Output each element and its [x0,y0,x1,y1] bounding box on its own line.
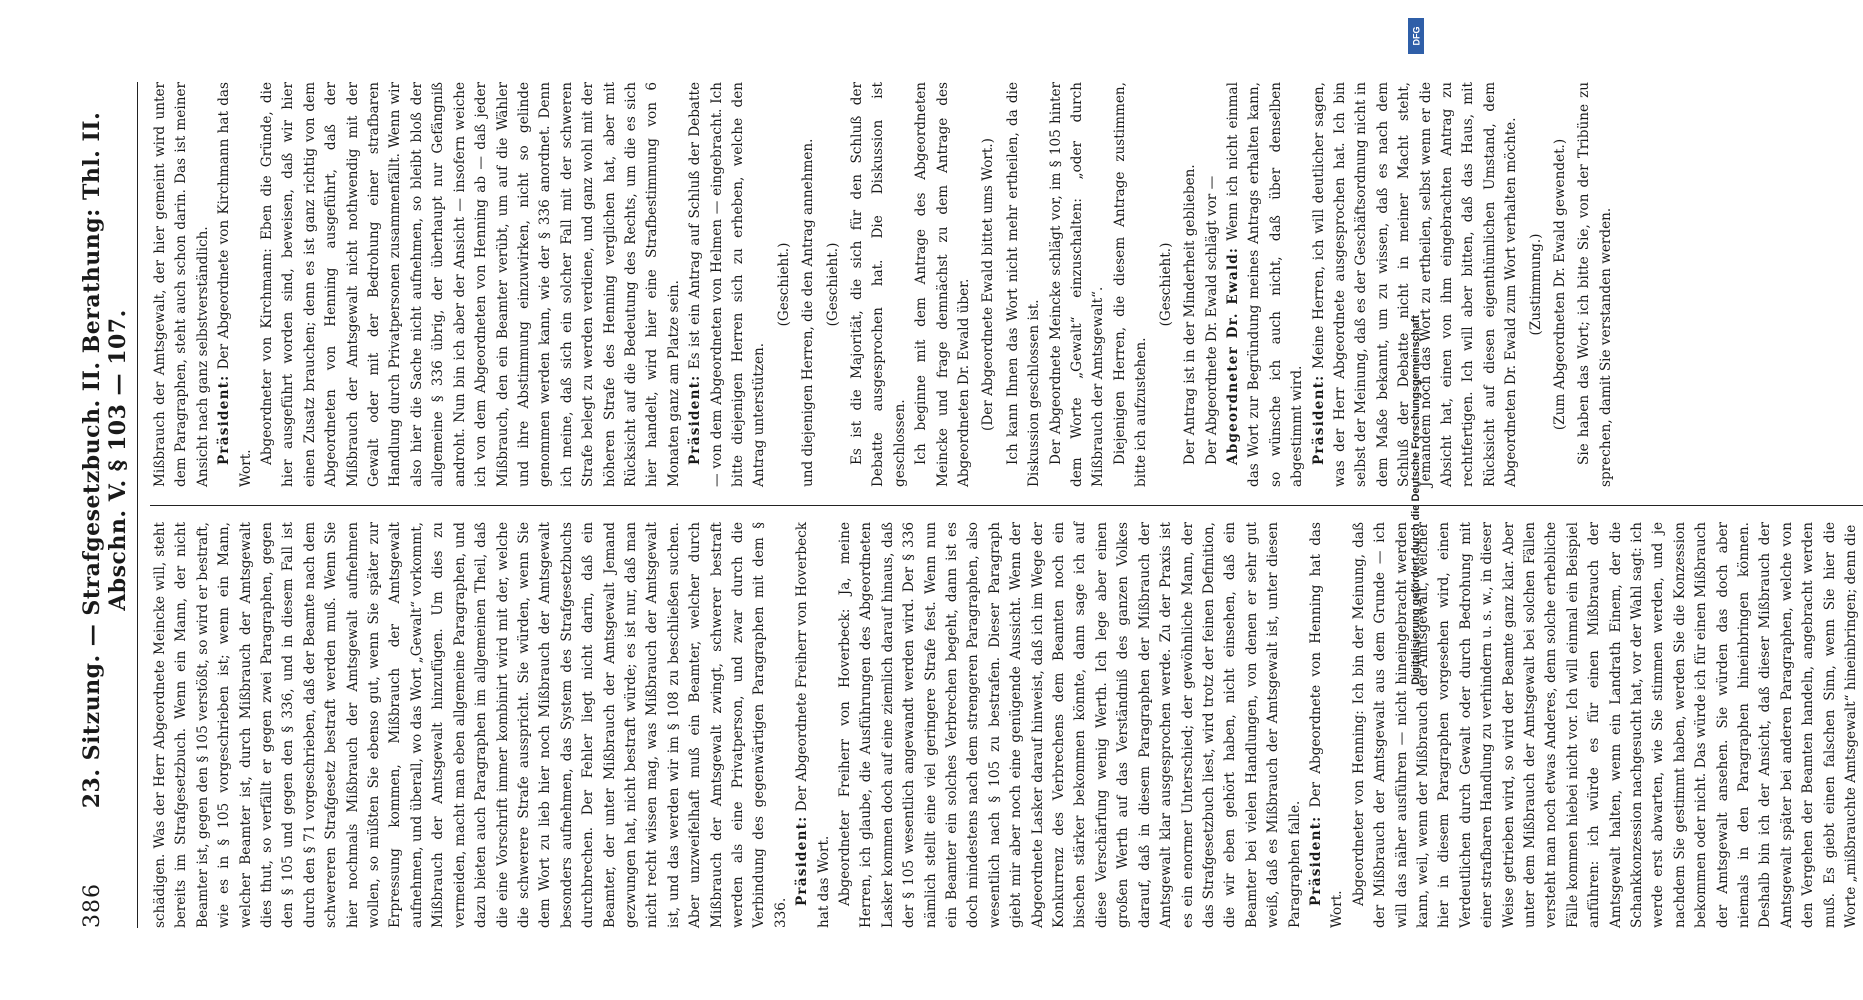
paragraph [798,82,819,487]
left-column [150,505,1863,928]
paragraph [257,82,685,487]
page-title: 23. Sitzung. — Strafgesetzbuch. II. Berathung: Thl. II. Abschn. V. § 103 — 107. [79,111,131,809]
page-header [79,82,138,928]
paragraph [1003,82,1046,487]
digitization-credit: Digitalisierung gefördert durch die Deutsche Forschungsgemeinschaft [1410,315,1422,685]
paragraph [792,522,835,928]
paragraph [835,522,1306,928]
stage-direction-text: (Geschieht.) [824,242,841,327]
stage-direction-text: (Der Abgeordnete Ewald bittet ums Wort.) [980,138,997,431]
paragraph-text: Der Abgeordnete Dr. Ewald schlägt vor — [1203,175,1220,465]
paragraph [1306,522,1349,928]
paragraph-text: und diejenigen Herren, die den Antrag annehmen. [800,138,817,487]
paragraph [1180,82,1201,487]
paragraph [1223,82,1309,487]
speaker-label: Präsident: [687,374,704,465]
speaker-label: Präsident: [216,374,233,465]
paragraph-text: Meine Herren, ich will deutlicher sagen, was der Herr Abgeordnete ausgesprochen hat. Ich bin selbst der Meinung, daß es der Geschäftsordnung nicht in dem Maße bekannt, um zu wissen, daß es nach dem Schluß der Debatte nicht in meiner Macht steht, Jemandem noch das Wort zu ertheilen, selbst wenn er die Absicht hat, einen von ihm eingebrachten Antrag zu rechtfertigen. Ich will aber bitten, daß das Haus, mit Rücksicht auf diesen eigenthümlichen Umstand, dem Abgeordneten Dr. Ewald zum Wort verhalten möchte. [1310,82,1520,487]
paragraph [847,82,911,487]
text-columns [150,82,1863,928]
paragraph [1574,82,1617,487]
stage-direction-text: (Zustimmung.) [1527,233,1544,336]
paragraph [214,82,257,487]
paragraph-text: Sie haben das Wort; ich bitte Sie, von der Tribüne zu sprechen, damit Sie verstanden werden. [1576,82,1614,487]
paragraph-text: Der Abgeordnete Freiherr von Hoverbeck hat das Wort. [794,521,832,928]
paragraph-text: Mißbrauch der Amtsgewalt, der hier gemeint wird unter dem Paragraphen, steht auch schon darin. Das ist meiner Ansicht nach ganz selbstverständlich. [152,82,211,487]
paragraph-text: Ich kann Ihnen das Wort nicht mehr ertheilen, da die Diskussion geschlossen ist. [1004,82,1043,487]
paragraph [911,82,975,487]
paragraph-text: Abgeordneter von Henning: Ich bin der Meinung, daß der Mißbrauch der Amtsgewalt aus dem Grunde — ich will das näher ausführen — nicht hineingebracht werden kann, weil, wenn der Mißbrauch der Amtsgewalt, welcher hier in diesem Paragraphen vorgesehen wird, einen Verdeutlichen durch Gewalt oder durch Bedrohung mit einer strafbaren Handlung zu verhindern u. s. w., in dieser Weise getrieben wird, so wird der Beamte ganz klar. Aber unter dem Mißbrauch der Amtsgewalt bei solchen Fällen versteht man noch etwas Anderes, denn solche erhebliche Fälle kommen hiebei nicht vor. Ich will einmal ein Beispiel anführen: ich würde es für einen Mißbrauch der Amtsgewalt halten, wenn ein Landrath Einem, der die Schankkonzession nachgesucht hat, vor der Wahl sagt: ich werde erst abwarten, wie Sie stimmen werden, und je nachdem Sie gestimmt haben, werden Sie die Konzession bekommen oder nicht. Das würde ich für einen Mißbrauch der Amtsgewalt ansehen. Sie würden das doch aber niemals in den Paragraphen hineinbringen können. Deshalb bin ich der Ansicht, daß dieser Mißbrauch der Amtsgewalt später bei anderen Paragraphen, welche von den Vergehen der Beamten handeln, angebracht werden muß. Es giebt einen falschen Sinn, wenn Sie hier die Worte „mißbrauchte Amtsgewalt“ hineinbringen; denn die [1350,522,1860,928]
speaker-label: Präsident: [794,815,811,906]
paragraph [1349,522,1863,928]
paragraph-text: Es ist ein Antrag auf Schluß der Debatte — von dem Abgeordneten von Helmen — eingebracht. Ich bitte diejenigen Herren sich zu erheben, welche den Antrag unterstützen. [687,81,768,487]
stage-direction-text: (Zum Abgeordneten Dr. Ewald gewendet.) [1552,138,1568,431]
paragraph-text: Der Antrag ist in der Minderheit geblieben. [1182,164,1199,465]
paragraph-text: Abgeordneter Freiherr von Hoverbeck: Ja, meine Herren, ich glaube, die Ausführungen des Abgeordneten Lasker kommen doch auf eine ziemlich darauf hinaus, daß der § 105 wesentlich angewandt werden wird. Der § 336 nämlich stellt eine viel geringere Strafe fest. Wenn nun ein Beamter ein solches Verbrechen begeht, dann ist es doch mindestens nach dem strengeren Paragraphen, also wesentlich nach § 105 zu bestrafen. Dieser Paragraph giebt mir aber noch eine genügende Aussicht. Wenn der Abgeordnete Lasker darauf hinweist, daß ich im Wege der Konkurrenz des Verbrechens dem Beamten noch ein bischen stärker bekommen könnte, dann sage ich auf diese Verschärfung wenig Werth. Ich lege aber einen großen Werth auf das Verständniß des ganzen Volkes darauf, daß in diesem Paragraphen der Mißbrauch der Amtsgewalt klar ausgesprochen werde. Zu der Praxis ist es ein enormer Unterschied; der gewöhnliche Mann, der das Strafgesetzbuch liest, wird trotz der feinen Definition, die wir eben gehört haben, nicht einsehen, daß ein Beamter bei vielen Handlungen, von denen er sehr gut weiß, daß es Mißbrauch der Amtsgewalt ist, unter diesen Paragraphen falle. [837,522,1303,928]
paragraph-text: Wenn ich nicht einmal das Wort zur Begründung meines Antrags erhalten kann, so wünsche ich auch nicht, daß über denselben abgestimmt wird. [1224,82,1306,487]
paragraph-text: Es ist die Majorität, die sich für den Schluß der Debatte ausgesprochen hat. Die Diskussion ist geschlossen. [849,82,908,487]
dfg-logo: DFG [1408,18,1424,54]
stage-direction [774,82,795,487]
stage-direction-text: (Geschieht.) [775,242,792,327]
stage-direction [1156,82,1177,487]
paragraph [685,82,771,487]
paragraph-text: Diejenigen Herren, die diesem Antrage zustimmen, bitte ich aufzustehen. [1111,82,1150,487]
stage-direction [978,82,999,487]
paragraph [1046,82,1110,487]
stage-direction [1550,82,1571,487]
paragraph-text: Abgeordneter von Kirchmann: Eben die Gründe, die hier ausgeführt worden sind, beweisen, daß wir hier einen Zusatz brauchen; denn es ist ganz richtig von dem Abgeordneten von Henning ausgeführt, daß der Mißbrauch der Amtsgewalt nicht nothwendig mit der Gewalt oder mit der Bedrohung einer strafbaren Handlung durch Privatpersonen zusammenfällt. Wenn wir also hier die Sache nicht aufnehmen, so bleibt bloß der allgemeine § 336 übrig, der überhaupt nur Gefängniß androht. Nun bin ich aber der Ansicht — insofern weiche ich von dem Abgeordneten von Henning ab — daß jeder Mißbrauch, den ein Beamter verübt, um auf die Wähler und ihre Abstimmung einzuwirken, nicht so gelinde genommen werden kann, wie der § 336 anordnet. Denn ich meine, daß sich ein solcher Fall mit der schweren Strafe belegt zu werden verdiene, und ganz wohl mit der höheren Strafe des Henning verglichen hat, aber mit Rücksicht auf die Bedeutung des Rechts, um die es sich hier handelt, wird hier eine Strafbestimmung von 6 Monaten ganz am Platze sein. [259,82,682,487]
paragraph-text: schädigen. Was der Herr Abgeordnete Meincke will, steht bereits im Strafgesetzbuch. Wenn ein Mann, der nicht Beamter ist, gegen den § 105 verstößt, so wird er bestraft, wie es in § 105 vorgeschrieben ist; wenn ein Mann, welcher Beamter ist, durch Mißbrauch der Amtsgewalt dies thut, so verfällt er gegen zwei Paragraphen, gegen den § 105 und gegen den § 336, und in diesem Fall ist durch den § 71 vorgeschrieben, daß der Beamte nach dem schwereren Strafgesetz bestraft werden muß. Wenn Sie hier nochmals Mißbrauch der Amtsgewalt aufnehmen wollen, so müßten Sie ebenso gut, wenn Sie später zur Erpressung kommen, Mißbrauch der Amtsgewalt aufnehmen, und überall, wo das Wort „Gewalt“ vorkommt, Mißbrauch der Amtsgewalt hinzufügen. Um dies zu vermeiden, macht man eben allgemeine Paragraphen, und dazu bieten auch Paragraphen im allgemeinen Theil, daß die eine Vorschrift immer kombinirt wird mit der, welche die schwerere Strafe ausspricht. Sie würden, wenn Sie dem Wort zu lieb hier noch Mißbrauch der Amtsgewalt besonders aufnehmen, das System des Strafgesetzbuchs durchbrechen. Der Fehler liegt nicht darin, daß ein Beamter, der unter Mißbrauch der Amtsgewalt Jemand gezwungen hat, nicht bestraft würde; es ist nur, daß man nicht recht wissen mag, was Mißbrauch der Amtsgewalt ist, und das werden wir im § 108 zu beschließen suchen. Aber unzweifelhaft muß ein Beamter, welcher durch Mißbrauch der Amtsgewalt zwingt, schwerer bestraft werden als eine Privatperson, und zwar durch die Verbindung des gegenwärtigen Paragraphen mit dem § 336. [152,522,789,928]
stage-direction [1526,82,1547,487]
paragraph [150,522,792,928]
page-number: 386 [80,883,105,928]
speaker-label: Präsident: [1310,374,1327,465]
paragraph-text: Ich beginne mit dem Antrage des Abgeordneten Meincke und frage demnächst zu dem Antrage des Abgeordneten Dr. Ewald über. [913,82,973,487]
paragraph [1202,82,1223,487]
right-column [150,82,1863,505]
stage-direction [823,82,844,487]
paragraph-text: Der Abgeordnete von Henning hat das Wort. [1307,522,1346,928]
speaker-label: Abgeordneter Dr. Ewald: [1224,246,1241,465]
paragraph-text: Der Abgeordnete von Kirchmann hat das Wort. [216,82,254,487]
paragraph [150,82,214,487]
paragraph [1110,82,1153,487]
stage-direction-text: (Geschieht.) [1157,242,1174,327]
speaker-label: Präsident: [1307,815,1324,906]
paragraph-text: Der Abgeordnete Meincke schlägt vor, im § 105 hinter dem Worte „Gewalt“ einzuschalten: „oder durch Mißbrauch der Amtsgewalt“. [1047,82,1107,487]
